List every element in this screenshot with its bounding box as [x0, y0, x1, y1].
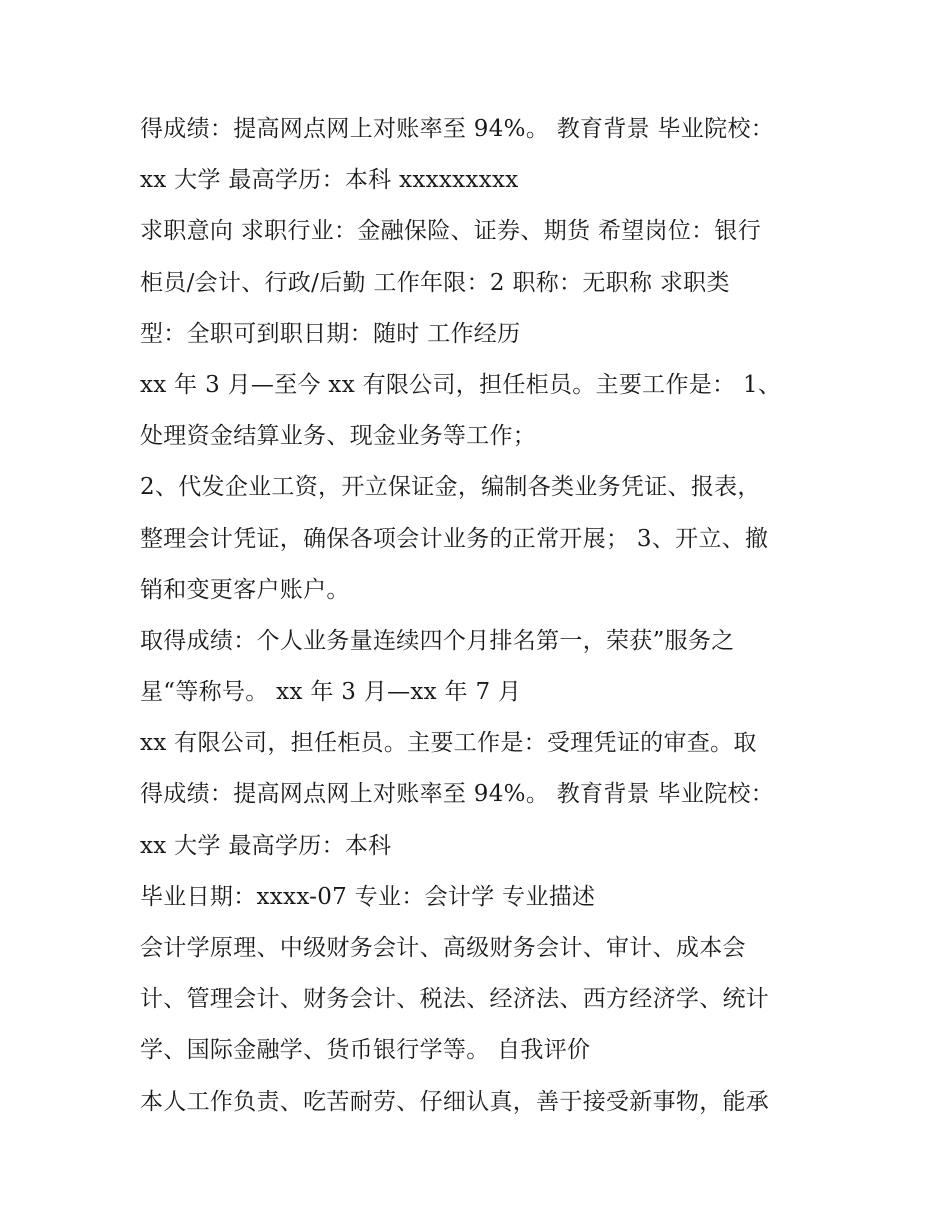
text-line: 学、国际金融学、货币银行学等。 自我评价 — [140, 1037, 591, 1064]
text-line: 取得成绩：个人业务量连续四个月排名第一，荣获”服务之 — [140, 627, 735, 654]
text-line: 计、管理会计、财务会计、税法、经济法、西方经济学、统计 — [140, 986, 770, 1013]
text-line: xx 大学 最高学历：本科 — [140, 832, 392, 859]
text-line: 型：全职可到职日期：随时 工作经历 — [140, 320, 521, 347]
text-line: xx 大学 最高学历：本科 xxxxxxxxx — [140, 167, 519, 194]
text-line: 处理资金结算业务、现金业务等工作； — [140, 423, 537, 450]
text-line: 会计学原理、中级财务会计、高级财务会计、审计、成本会 — [140, 935, 746, 961]
text-line: 本人工作负责、吃苦耐劳、仔细认真，善于接受新事物，能承 — [140, 1088, 770, 1115]
text-line: 得成绩：提高网点网上对账率至 94%。 教育背景 毕业院校： — [140, 781, 775, 808]
text-line: 柜员/会计、行政/后勤 工作年限：2 职称：无职称 求职类 — [140, 269, 730, 296]
text-line: 毕业日期：xxxx-07 专业：会计学 专业描述 — [140, 883, 596, 910]
resume-text-body — [140, 104, 820, 1128]
text-line: xx 年 3 月—至今 xx 有限公司，担任柜员。主要工作是： 1、 — [140, 371, 782, 398]
text-line: xx 有限公司，担任柜员。主要工作是：受理凭证的审查。取 — [140, 730, 757, 757]
text-line: 整理会计凭证，确保各项会计业务的正常开展； 3、开立、撤 — [140, 525, 769, 552]
text-line: 销和变更客户账户。 — [140, 576, 350, 603]
text-line: 求职意向 求职行业：金融保险、证券、期货 希望岗位：银行 — [140, 218, 762, 245]
text-line: 星“等称号。 xx 年 3 月—xx 年 7 月 — [140, 679, 522, 706]
text-line: 2、代发企业工资，开立保证金，编制各类业务凭证、报表， — [140, 474, 761, 501]
text-line: 得成绩：提高网点网上对账率至 94%。 教育背景 毕业院校： — [140, 116, 775, 142]
